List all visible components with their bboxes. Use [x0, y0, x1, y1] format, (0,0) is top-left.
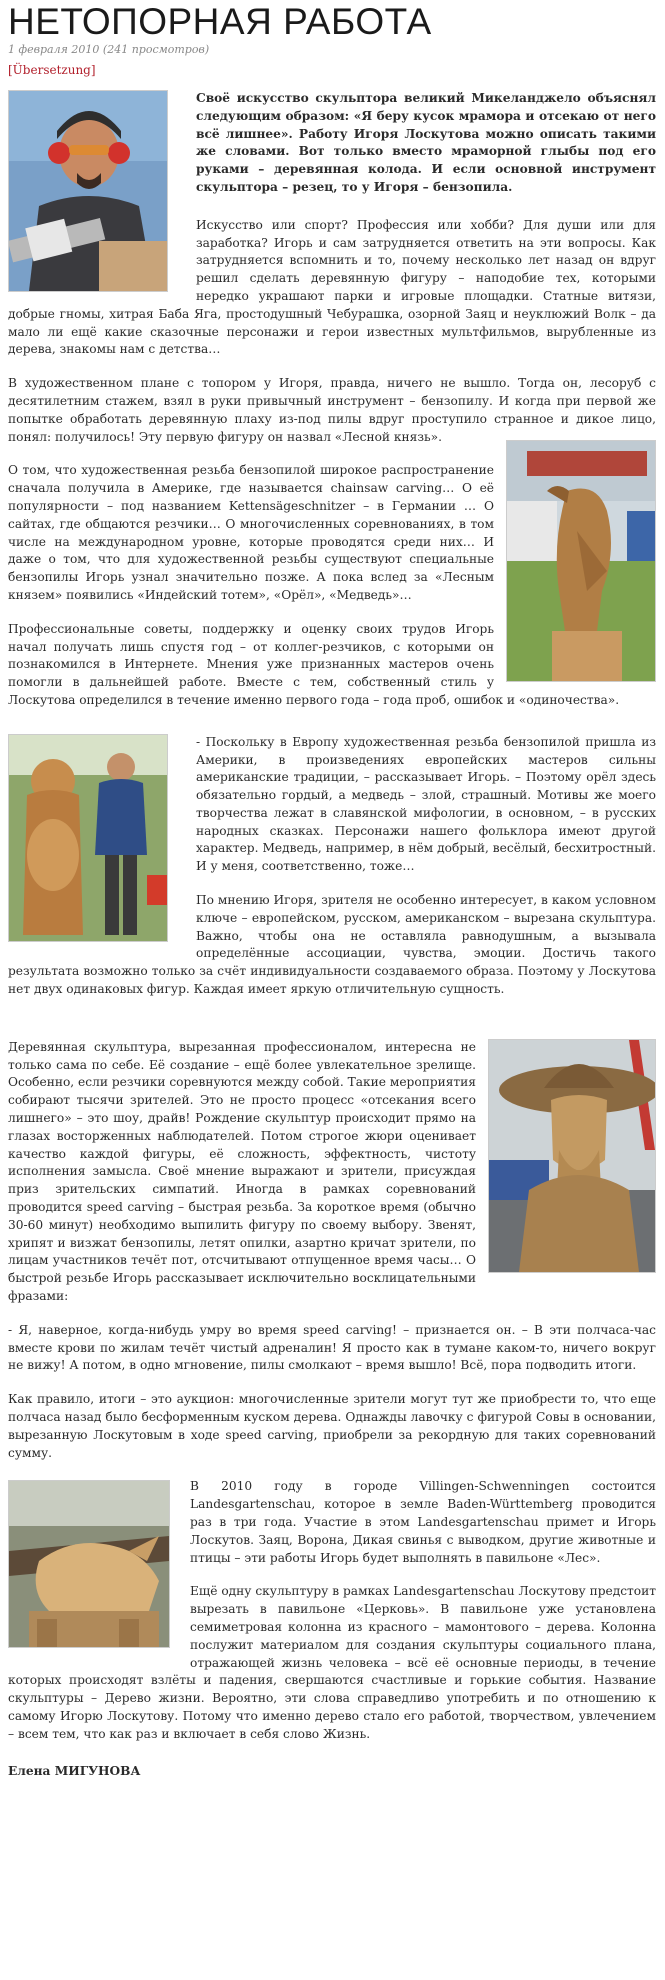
bear-sculpture-photo — [8, 734, 168, 942]
paragraph-6: - Поскольку в Европу художественная резьба бензопилой пришла из Америки, в произведениях европейских мастеров сильны американские традиции, – рассказывает Игорь. – Поэтому орёл здесь обязательно гордый, а медведь – злой, страшный. Мотивы же моего творчества лежат в славянской мифологии, в основном, – в русских народных сказках. Персонажи нашего фольклора имеют другой характер. Медведь, например, в нём добрый, весёлый, бесхитростный. И у меня, соответственно, тоже… — [196, 734, 656, 874]
paragraph-4: О том, что художественная резьба бензопилой широкое распространение сначала получила в Америке, где называется chainsaw carving… О её популярности – под названием Kettensägeschnitzer – в Германии … О сайтах, где общаются резчики… О многочисленных соревнованиях, в том числе на международном уровне, которые проводятся среди них… И даже о том, что для художественной резьбы существуют специальные бензопилы Игорь узнал значительно позже. А пока вслед за «Лесным князем» появились «Индейский тотем», «Орёл», «Медведь»… — [8, 463, 494, 602]
post-date: 1 февраля 2010 — [8, 43, 100, 56]
post-views: (241 просмотров) — [102, 43, 210, 56]
paragraph-8: Деревянная скульптура, вырезанная профессионалом, интересна не только сама по себе. Её создание – ещё более увлекательное зрелище. Особенно, если резчики соревнуются между собой. Такие мероприятия собирают тысячи зрителей. Это не просто процесс «отсекания всего лишнего» – это шоу, драйв! Рождение скульптур происходит прямо на глазах восторженных наблюдателей. Потом строгое жюри оценивает качество каждой фигуры, её сложность, эффектность, чистоту исполнения замысла. Своё мнение выражают и зрители, присуждая приз зрительских симпатий. Иногда в рамках соревнований проводится speed carving – быстрая резьба. За короткое время (обычно 30-60 минут) необходимо выпилить фигуру по своему выбору. Звенят, хрипят и визжат бензопилы, летят опилки, азартно кричат зрители, по лицам участников течёт пот, отсчитывают отпущенное время часы… О быстрой резьбе Игорь рассказывает исключительно восклицательными фразами: — [8, 1039, 476, 1304]
paragraph-12: Ещё одну скульптуру в рамках Landesgartenschau Лоскутову предстоит вырезать в павильоне «Церковь». В павильоне уже установлена семиметровая колонна из красного – мамонтового – дерева. Колонна послужит материалом для создания скульптуры социального плана, отражающей жизнь человека – всё её основные периоды, в течение которых происходят взлёты и падения, свершаются счастливые и горькие события. Название скульптуры – Дерево жизни. Вероятно, эти слова справедливо употребить и по отношению к самому Игорю Лоскутову. Потому что именно дерево стало его работой, творчеством, увлечением – всем тем, что как раз и включает в себя слово Жизнь. — [8, 1584, 656, 1741]
author-signature: Елена МИГУНОВА — [8, 1763, 141, 1778]
chainsaw-carver-photo — [8, 90, 168, 292]
translate-link[interactable]: [Übersetzung] — [8, 63, 96, 77]
rhino-sculpture-photo — [8, 1480, 170, 1648]
paragraph-7: По мнению Игоря, зрителя не особенно интересует, в каком условном ключе – европейском, русском, американском – вырезана скульптура. Важно, чтобы она не оставляла равнодушным, а вызывала определённые ассоциации, чувства, эмоции. Достичь такого результата возможно только за счёт индивидуальности создаваемого образа. Поэтому у Лоскутова нет двух одинаковых фигур. Каждая имеет яркую отличительную сущность. — [8, 893, 656, 997]
article-page — [0, 2, 664, 1778]
paragraph-11: В 2010 году в городе Villingen-Schwenningen состоится Landesgartenschau, которое в земле Baden-Württemberg проводится раз в три года. Участие в этом Landesgartenschau примет и Игорь Лоскутов. Заяц, Ворона, Дикая свинья с выводком, другие животные и птицы – эти работы Игорь будет выполнять в павильоне «Лес». — [190, 1479, 656, 1565]
paragraph-10: Как правило, итоги – это аукцион: многочисленные зрители могут тут же приобрести то, что еще полчаса назад было бесформенным куском дерева. Однажды лавочку с фигурой Совы в основании, вырезанную Лоскутовым в ходе speed carving, приобрели за рекордную для таких соревнований сумму. — [8, 1392, 656, 1460]
lead-paragraph: Своё искусство скульптора великий Микеланджело объяснял следующим образом: «Я беру кусок мрамора и отсекаю от него всё лишнее». Работу Игоря Лоскутова можно описать такими же словами. Вот только вместо мраморной глыбы под его руками – деревянная колода. И если основной инструмент скульптора – резец, то у Игоря – бензопила. — [196, 91, 656, 194]
eagle-sculpture-photo — [506, 440, 656, 682]
post-meta — [8, 42, 656, 57]
paragraph-5: Профессиональные советы, поддержку и оценку своих трудов Игорь начал получать лишь спустя год – от коллег-резчиков, с которыми он познакомился в Интернете. Мнения уже признанных мастеров очень помогли в дальнейшей работе. Вместе с тем, собственный стиль у Лоскутова определился в течение именно первого года – года проб, ошибок и «одиночества». — [8, 621, 620, 707]
paragraph-9: - Я, наверное, когда-нибудь умру во время speed carving! – признается он. – В эти полчаса-час вместе крови по жилам течёт чистый адреналин! Я просто как в тумане каком-то, ничего вокруг не вижу! А потом, в одно мгновение, пилы смолкают – время вышло! Всё, пора подводить итоги. — [8, 1322, 656, 1373]
paragraph-3: В художественном плане с топором у Игоря, правда, ничего не вышло. Тогда он, лесоруб с десятилетним стажем, взял в руки привычный инструмент – бензопилу. И когда при первой же попытке обработать деревянную плаху из-под пилы вдруг проступило странное и дикое лицо, понял: получилось! Эту первую фигуру он назвал «Лесной князь». — [8, 376, 656, 444]
paragraph-2: Искусство или спорт? Профессия или хобби? Для души или для заработка? Игорь и сам затрудняется ответить на эти вопросы. Как затрудняется вспомнить и то, почему несколько лет назад он вдруг решил сделать деревянную фигуру – наподобие тех, которыми нередко украшают парки и игровые площадки. Статные витязи, добрые гномы, хитрая Баба Яга, простодушный Чебурашка, озорной Заяц и неуклюжий Волк – да мало ли ещё какие сказочные персонажи и герои известных мультфильмов, вырубленные из дерева, знакомы нам с детства… — [8, 217, 656, 357]
old-man-hat-sculpture-photo — [488, 1039, 656, 1273]
page-title: НЕТОПОРНАЯ РАБОТА — [8, 1, 432, 42]
